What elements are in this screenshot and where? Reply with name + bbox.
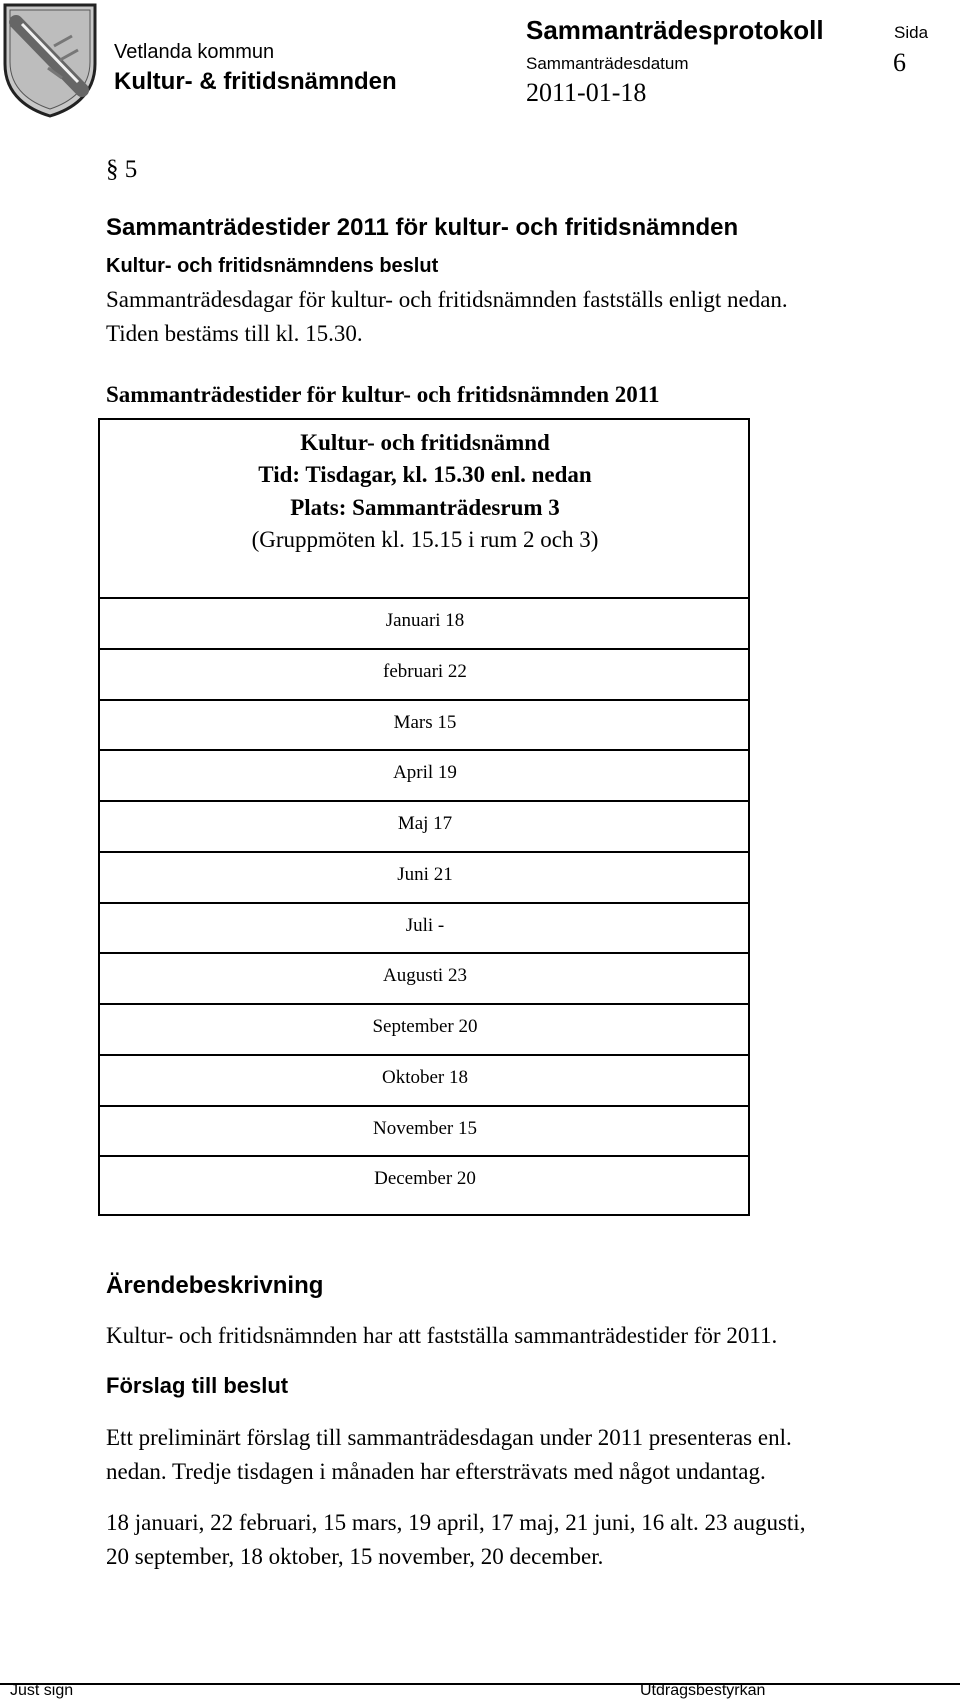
description-text: Kultur- och fritidsnämnden har att fastställa sammanträdestider för 2011. [106, 1323, 778, 1348]
meeting-date-value: 2011-01-18 [526, 78, 647, 107]
schedule-place: Plats: Sammanträdesrum 3 [290, 495, 560, 520]
meeting-date-row: Januari 18 [100, 597, 750, 648]
footer-divider [0, 1683, 960, 1685]
schedule-heading: Sammanträdestider för kultur- och fritidsnämnden 2011 [106, 382, 660, 407]
signature-label: Just sign [10, 1682, 74, 1699]
meeting-date-row: Oktober 18 [100, 1054, 750, 1105]
proposal-heading: Förslag till beslut [106, 1373, 289, 1398]
page-number: 6 [893, 48, 906, 77]
document-type: Sammanträdesprotokoll [526, 15, 824, 45]
schedule-time: Tid: Tisdagar, kl. 15.30 enl. nedan [258, 462, 592, 487]
decision-line: Tiden bestäms till kl. 15.30. [106, 321, 363, 346]
meeting-date-row: Juli - [100, 902, 750, 953]
meeting-date-row: Maj 17 [100, 800, 750, 851]
schedule-group-meetings: (Gruppmöten kl. 15.15 i rum 2 och 3) [251, 527, 599, 552]
meeting-date-row: November 15 [100, 1105, 750, 1156]
municipality-coat-of-arms [2, 2, 98, 118]
section-number: § 5 [106, 156, 138, 183]
decision-heading: Kultur- och fritidsnämndens beslut [106, 255, 439, 277]
meeting-date-list [100, 597, 750, 1206]
municipality-name: Vetlanda kommun [114, 41, 275, 63]
schedule-committee: Kultur- och fritidsnämnd [300, 430, 550, 455]
schedule-table [98, 418, 750, 1216]
decision-line: Sammanträdesdagar för kultur- och fritidsnämnden fastställs enligt nedan. [106, 287, 788, 312]
meeting-date-row: Mars 15 [100, 699, 750, 750]
meeting-date-label: Sammanträdesdatum [526, 54, 689, 73]
meeting-date-row: April 19 [100, 749, 750, 800]
committee-name: Kultur- & fritidsnämnden [114, 68, 397, 95]
proposal-line: Ett preliminärt förslag till sammanträdesdagan under 2011 presenteras enl. [106, 1425, 792, 1450]
meeting-date-row: februari 22 [100, 648, 750, 699]
meeting-date-row: December 20 [100, 1155, 750, 1206]
meeting-date-row: September 20 [100, 1003, 750, 1054]
description-heading: Ärendebeskrivning [106, 1272, 324, 1299]
proposal-line: 18 januari, 22 februari, 15 mars, 19 april, 17 maj, 21 juni, 16 alt. 23 augusti, [106, 1510, 806, 1535]
section-title: Sammanträdestider 2011 för kultur- och fritidsnämnden [106, 214, 739, 241]
proposal-line: nedan. Tredje tisdagen i månaden har eftersträvats med något undantag. [106, 1459, 766, 1484]
page-label: Sida [894, 23, 929, 42]
meeting-date-row: Augusti 23 [100, 952, 750, 1003]
meeting-date-row: Juni 21 [100, 851, 750, 902]
proposal-line: 20 september, 18 oktober, 15 november, 20 december. [106, 1544, 604, 1569]
certification-label: Utdragsbestyrkan [640, 1682, 766, 1699]
